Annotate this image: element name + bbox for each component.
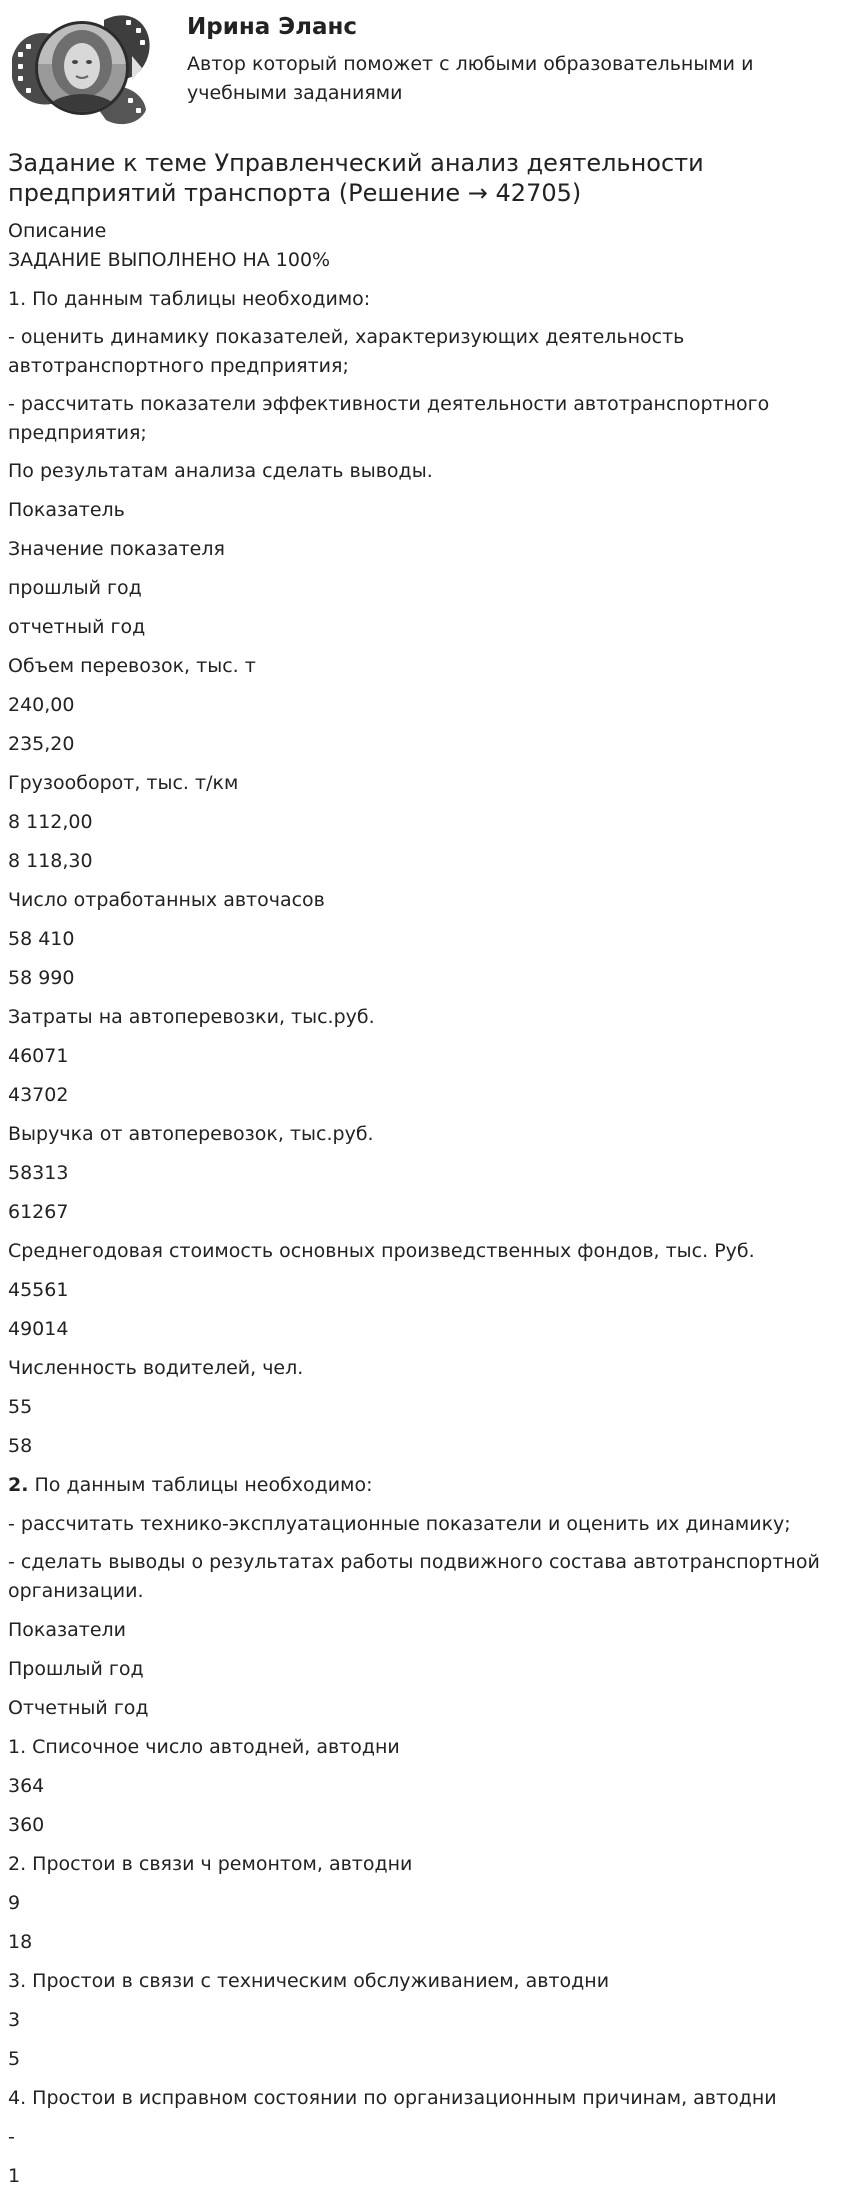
table1-row-curr: 235,20 [8, 733, 75, 755]
table2-row-name: 3. Простои в связи с техническим обслуживанием, автодни [8, 1970, 610, 1992]
table2-row-curr: 18 [8, 1931, 33, 1953]
table2-row-name: 2. Простои в связи ч ремонтом, автодни [8, 1853, 413, 1875]
table2-row-name: 1. Списочное число автодней, автодни [8, 1736, 400, 1758]
part2-heading [8, 1471, 838, 1500]
part2-number: 2. [8, 1474, 29, 1496]
table1-row-prev: 46071 [8, 1045, 69, 1067]
table1-row-curr: 49014 [8, 1318, 69, 1340]
table1-header-cell: Показатель [8, 499, 125, 521]
table1-header-cell: Значение показателя [8, 538, 225, 560]
table1-row-curr: 58 [8, 1435, 33, 1457]
table1-row-prev: 55 [8, 1396, 33, 1418]
part1-bullet: - рассчитать показатели эффективности деятельности автотранспортного предприятия; [8, 393, 770, 444]
table1-row-name: Среднегодовая стоимость основных произведственных фондов, тыс. Руб. [8, 1240, 755, 1262]
table1-row-prev: 58 410 [8, 928, 75, 950]
table1-row-prev: 8 112,00 [8, 811, 93, 833]
description-label: Описание [8, 220, 107, 242]
table2-row-curr: 360 [8, 1814, 45, 1836]
table1-header-cell: отчетный год [8, 616, 146, 638]
table2-row-name: 4. Простои в исправном состоянии по организационным причинам, автодни [8, 2087, 777, 2109]
author-description: Автор который поможет с любыми образовательными и учебными заданиями [187, 53, 754, 104]
table1-row-curr: 61267 [8, 1201, 69, 1223]
page-title: Задание к теме Управленческий анализ деятельности предприятий транспорта (Решение → 42705) [8, 149, 704, 207]
table1-row-name: Грузооборот, тыс. т/км [8, 772, 239, 794]
author-header [0, 0, 847, 140]
table2-header-cell: Отчетный год [8, 1697, 149, 1719]
task-content [8, 217, 838, 2201]
table2-header-cell: Прошлый год [8, 1658, 144, 1680]
table1-row-prev: 45561 [8, 1279, 69, 1301]
part1-bullet: - оценить динамику показателей, характеризующих деятельность автотранспортного предприятия; [8, 326, 685, 377]
table1 [8, 496, 838, 1461]
table2-row-prev: 9 [8, 1892, 21, 1914]
table1-row-name: Численность водителей, чел. [8, 1357, 304, 1379]
table2-row-prev: - [8, 2126, 15, 2148]
table1-row-prev: 58313 [8, 1162, 69, 1184]
author-name[interactable]: Ирина Эланс [187, 14, 358, 40]
table2-header-cell: Показатели [8, 1619, 127, 1641]
table1-row-name: Число отработанных авточасов [8, 889, 325, 911]
part2-heading-text: По данным таблицы необходимо: [28, 1474, 373, 1496]
part2-bullet: - сделать выводы о результатах работы подвижного состава автотранспортной организации. [8, 1551, 820, 1602]
table1-row-curr: 58 990 [8, 967, 75, 989]
table2-row-curr: 1 [8, 2165, 21, 2187]
table1-header-cell: прошлый год [8, 577, 142, 599]
table1-row-name: Затраты на автоперевозки, тыс.руб. [8, 1006, 375, 1028]
part2-bullet: - рассчитать технико-эксплуатационные показатели и оценить их динамику; [8, 1513, 791, 1535]
table1-row-name: Объем перевозок, тыс. т [8, 655, 256, 677]
table2 [8, 1616, 838, 2191]
table1-row-prev: 240,00 [8, 694, 75, 716]
completion-status: ЗАДАНИЕ ВЫПОЛНЕНО НА 100% [8, 249, 331, 271]
table2-row-curr: 5 [8, 2048, 21, 2070]
table2-row-prev: 3 [8, 2009, 21, 2031]
part1-heading: 1. По данным таблицы необходимо: [8, 288, 371, 310]
part1-conclusion: По результатам анализа сделать выводы. [8, 460, 433, 482]
avatar-image [8, 6, 152, 130]
table1-row-curr: 43702 [8, 1084, 69, 1106]
author-avatar[interactable] [8, 6, 152, 130]
table1-row-name: Выручка от автоперевозок, тыс.руб. [8, 1123, 374, 1145]
table2-row-prev: 364 [8, 1775, 45, 1797]
table1-row-curr: 8 118,30 [8, 850, 93, 872]
